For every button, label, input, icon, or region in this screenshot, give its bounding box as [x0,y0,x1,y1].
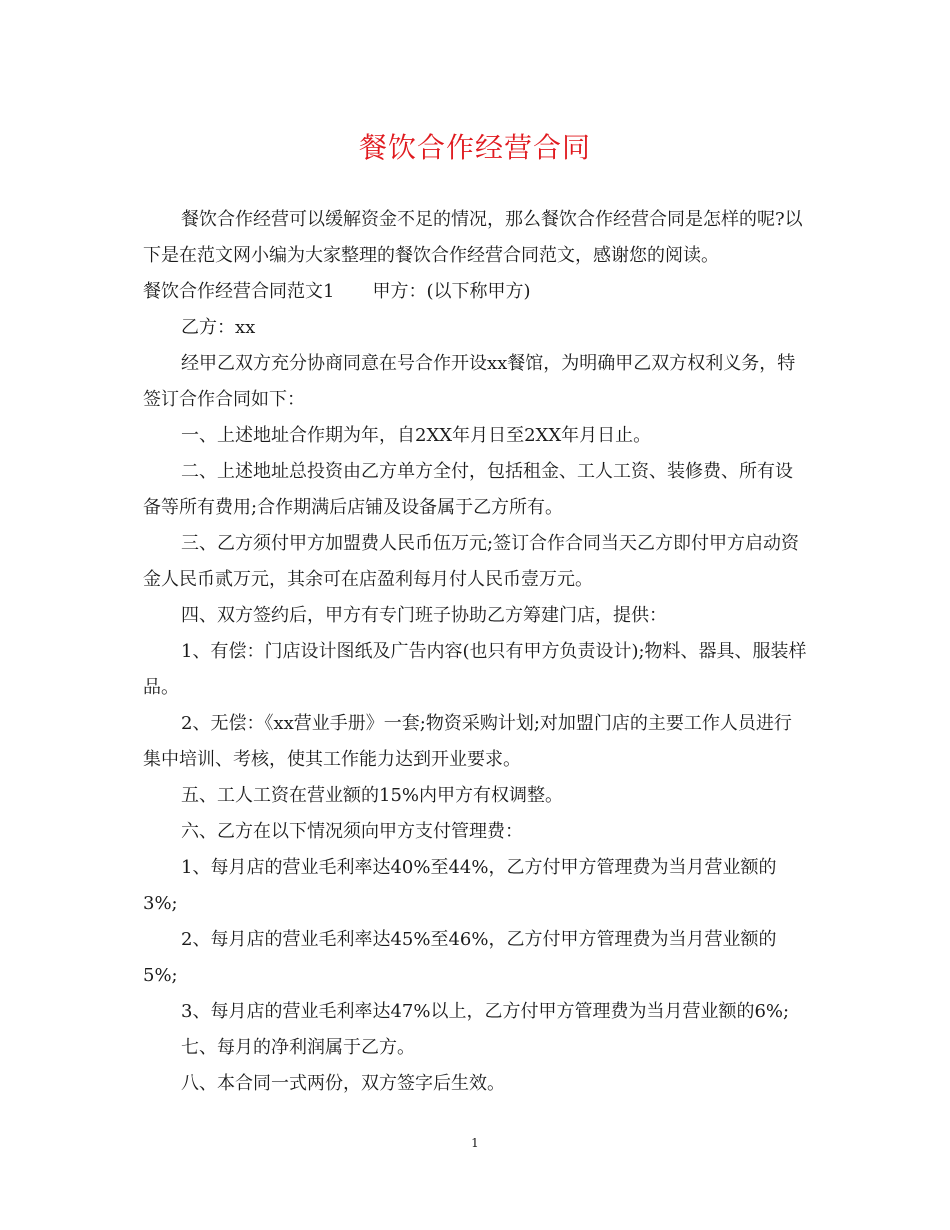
page-number: 1 [471,1136,479,1150]
document-body [143,202,808,1102]
clause-1: 一、上述地址合作期为年，自2XX年月日至2XX年月日止。 [181,425,652,446]
clause-5: 五、工人工资在营业额的15%内甲方有权调整。 [181,785,564,806]
clause-6-item-1: 1、每月店的营业毛利率达40%至44%，乙方付甲方管理费为当月营业额的3%; [143,857,777,914]
party-a: 甲方：(以下称甲方) [372,281,531,302]
sample-header-line [143,274,808,310]
party-b: 乙方：xx [181,317,256,338]
intro-paragraph: 餐饮合作经营可以缓解资金不足的情况，那么餐饮合作经营合同是怎样的呢?以下是在范文网小编为大家整理的餐饮合作经营合同范文，感谢您的阅读。 [143,209,803,266]
clause-6-item-2: 2、每月店的营业毛利率达45%至46%，乙方付甲方管理费为当月营业额的5%; [143,929,777,986]
clause-3: 三、乙方须付甲方加盟费人民币伍万元;签订合作合同当天乙方即付甲方启动资金人民币贰万元，其余可在店盈利每月付人民币壹万元。 [143,533,800,590]
clause-4-item-1: 1、有偿：门店设计图纸及广告内容(也只有甲方负责设计);物料、器具、服装样品。 [143,641,807,698]
clause-6: 六、乙方在以下情况须向甲方支付管理费： [181,821,523,842]
clause-4-item-2: 2、无偿：《xx营业手册》一套;物资采购计划;对加盟门店的主要工作人员进行集中培训、考核，使其工作能力达到开业要求。 [143,713,792,770]
preamble-paragraph: 经甲乙双方充分协商同意在号合作开设xx餐馆，为明确甲乙双方权利义务，特签订合作合同如下： [143,353,796,410]
sample-label: 餐饮合作经营合同范文1 [143,281,335,302]
clause-4: 四、双方签约后，甲方有专门班子协助乙方筹建门店，提供： [181,605,667,626]
document-title: 餐饮合作经营合同 [358,131,591,164]
clause-7: 七、每月的净利润属于乙方。 [181,1037,415,1058]
clause-2: 二、上述地址总投资由乙方单方全付，包括租金、工人工资、装修费、所有设备等所有费用;合作期满后店铺及设备属于乙方所有。 [143,461,793,518]
clause-6-item-3: 3、每月店的营业毛利率达47%以上，乙方付甲方管理费为当月营业额的6%; [181,1001,790,1022]
clause-8: 八、本合同一式两份，双方签字后生效。 [181,1073,505,1094]
